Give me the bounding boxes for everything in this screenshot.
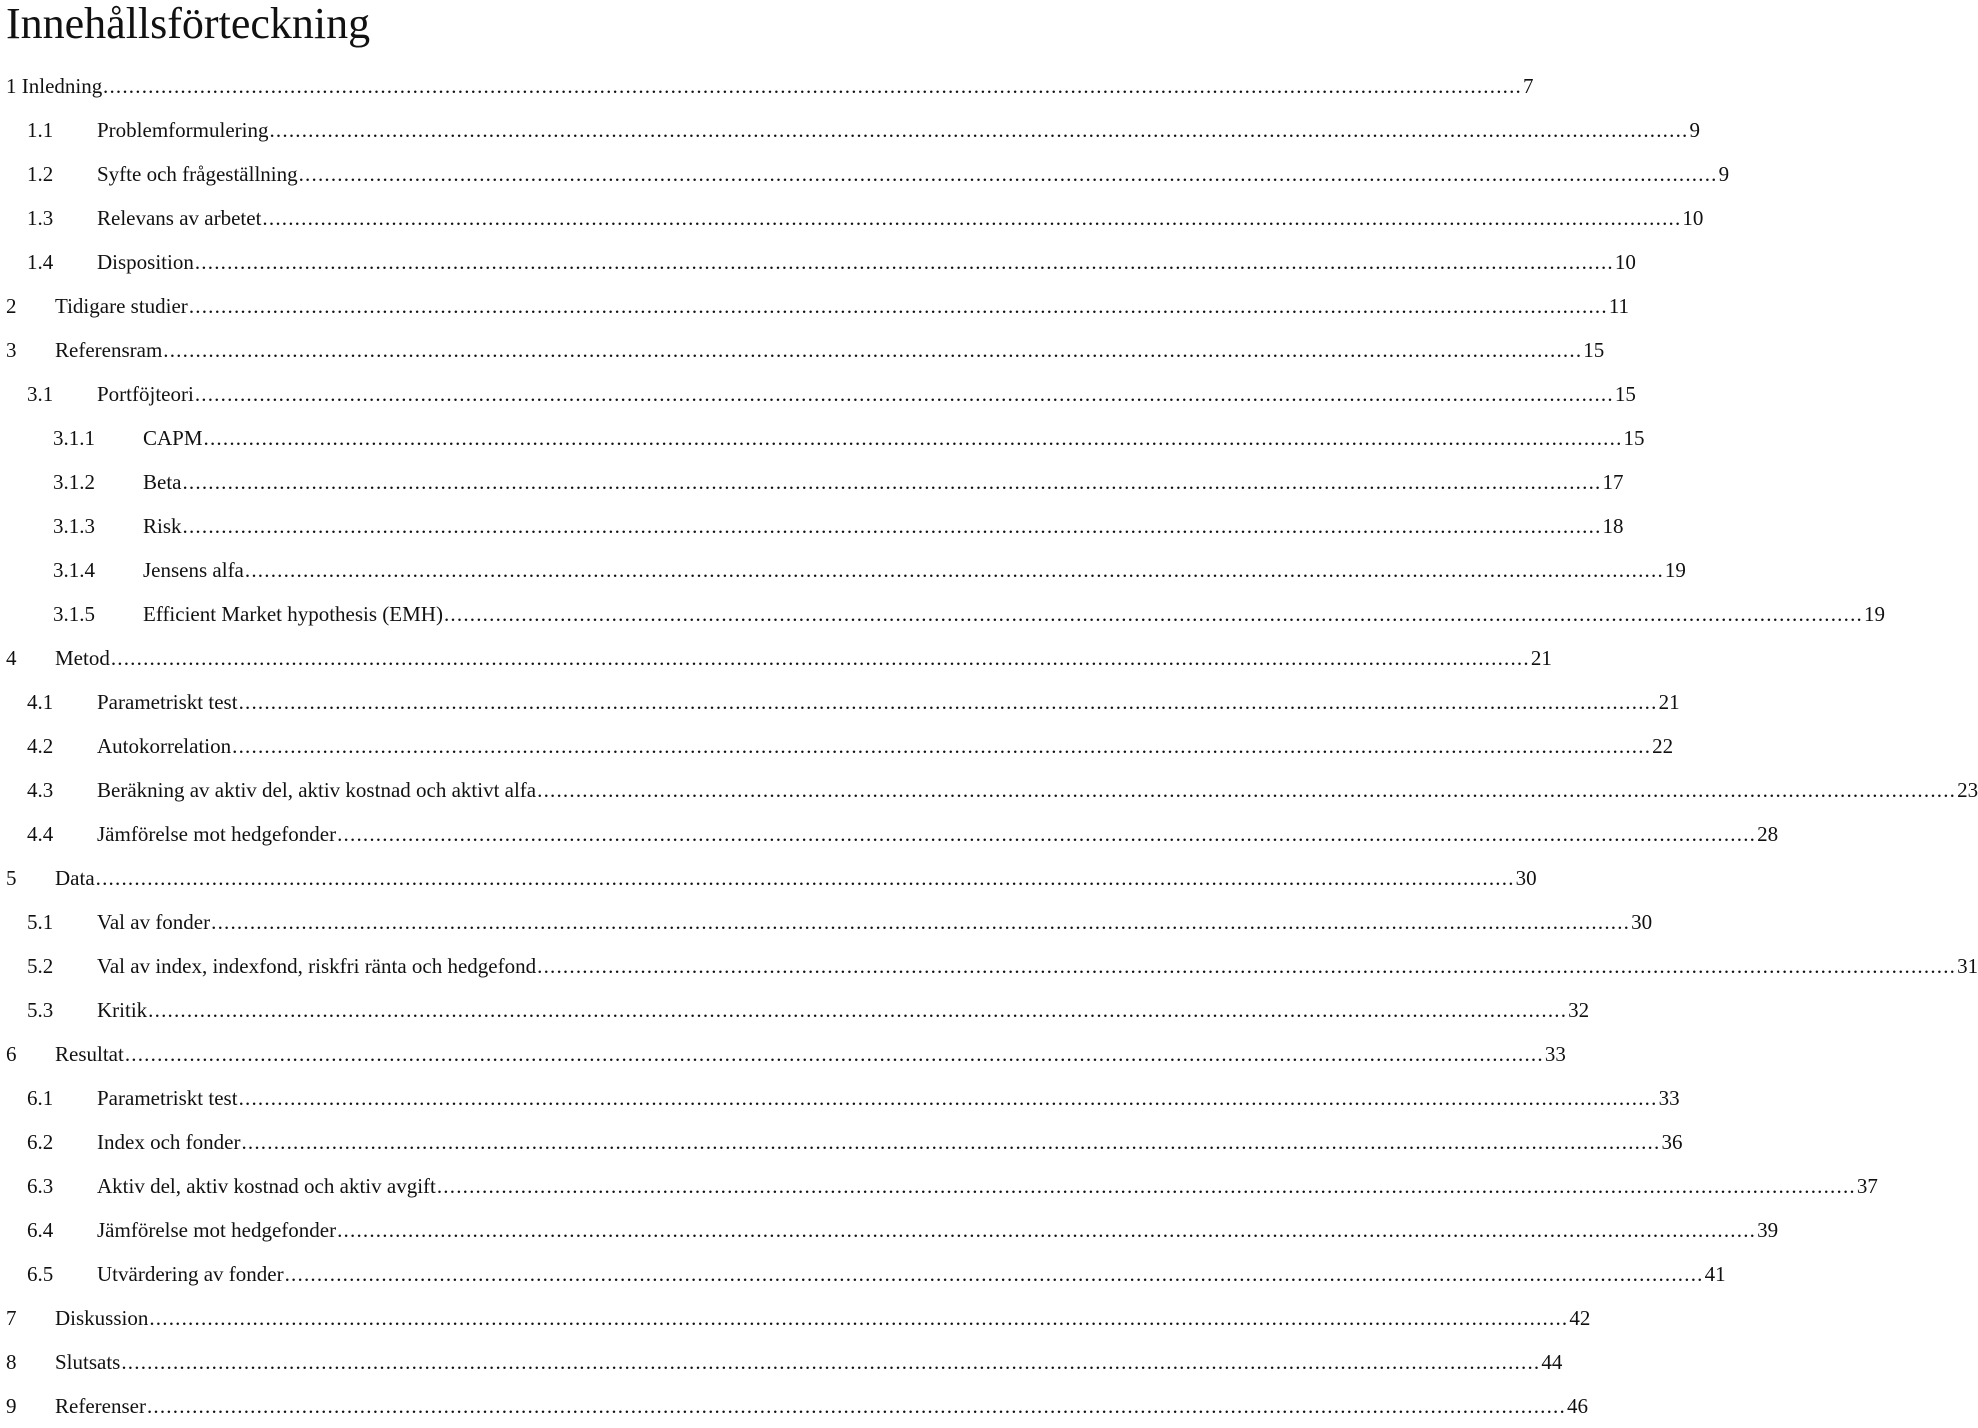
toc-entry[interactable]: [0, 636, 1552, 680]
toc-entry-number: 3.1: [27, 382, 54, 406]
toc-entry-number: 1 Inledning: [6, 74, 103, 98]
toc-entry-number: 6.1: [27, 1086, 54, 1110]
toc-leader-dots: ............................................................................................................................................................................................................................: [124, 1042, 1544, 1066]
toc-page-number: 10: [1614, 250, 1636, 274]
toc-page-number: 10: [1682, 206, 1704, 230]
toc-leader-dots: ............................................................................................................................................................................................................................: [232, 734, 1652, 758]
toc-entry[interactable]: [0, 856, 1537, 900]
toc-entry[interactable]: [0, 1252, 1726, 1296]
toc-page-number: 22: [1652, 734, 1674, 758]
toc-leader-dots: ............................................................................................................................................................................................................................: [146, 1394, 1566, 1418]
toc-entry-line: [55, 1306, 1591, 1330]
toc-leader-dots: ............................................................................................................................................................................................................................: [436, 1174, 1856, 1198]
toc-entry-number: 6.4: [27, 1218, 54, 1242]
toc-entry-line: [97, 1262, 1726, 1286]
toc-page-number: 9: [1689, 118, 1700, 142]
toc-page-number: 15: [1583, 338, 1605, 362]
toc-page-number: 31: [1957, 954, 1978, 978]
toc-leader-dots: ............................................................................................................................................................................................................................: [194, 250, 1614, 274]
toc-leader-dots: ............................................................................................................................................................................................................................: [121, 1350, 1541, 1374]
toc-leader-dots: ............................................................................................................................................................................................................................: [110, 646, 1530, 670]
toc-page-number: 7: [1523, 74, 1534, 98]
toc-page-number: 18: [1602, 514, 1624, 538]
table-of-contents: [0, 64, 1978, 1428]
toc-entry-title: Parametriskt test: [97, 690, 238, 714]
toc-page-number: 19: [1863, 602, 1885, 626]
toc-entry-title: Jensens alfa: [143, 558, 244, 582]
toc-leader-dots: ............................................................................................................................................................................................................................: [238, 690, 1658, 714]
toc-entry[interactable]: [0, 328, 1605, 372]
toc-entry[interactable]: [0, 944, 1978, 988]
toc-leader-dots: ............................................................................................................................................................................................................................: [149, 1306, 1569, 1330]
toc-entry-title: Val av fonder: [97, 910, 211, 934]
toc-entry-title: Parametriskt test: [97, 1086, 238, 1110]
toc-entry-number: 3.1.1: [53, 426, 95, 450]
toc-page-number: 42: [1569, 1306, 1591, 1330]
toc-page-number: 33: [1544, 1042, 1566, 1066]
toc-leader-dots: ............................................................................................................................................................................................................................: [182, 514, 1602, 538]
toc-page-number: 32: [1568, 998, 1590, 1022]
toc-entry-title: Risk: [143, 514, 182, 538]
toc-entry-line: [97, 382, 1636, 406]
toc-entry[interactable]: [0, 988, 1590, 1032]
toc-entry-title: Disposition: [97, 250, 194, 274]
toc-leader-dots: ............................................................................................................................................................................................................................: [443, 602, 1863, 626]
toc-entry[interactable]: [0, 548, 1686, 592]
toc-entry-line: [97, 954, 1978, 978]
toc-leader-dots: ............................................................................................................................................................................................................................: [269, 118, 1689, 142]
toc-entry[interactable]: [0, 64, 1534, 108]
toc-entry[interactable]: [0, 768, 1978, 812]
toc-page-number: 17: [1602, 470, 1624, 494]
toc-page-number: 30: [1515, 866, 1537, 890]
toc-leader-dots: ............................................................................................................................................................................................................................: [537, 778, 1957, 802]
toc-entry-line: [97, 250, 1636, 274]
toc-leader-dots: ............................................................................................................................................................................................................................: [537, 954, 1957, 978]
toc-leader-dots: ............................................................................................................................................................................................................................: [211, 910, 1631, 934]
toc-entry-number: 4.3: [27, 778, 54, 802]
toc-page-number: 39: [1757, 1218, 1779, 1242]
toc-entry[interactable]: [0, 240, 1636, 284]
toc-entry[interactable]: [0, 812, 1779, 856]
toc-leader-dots: ............................................................................................................................................................................................................................: [188, 294, 1608, 318]
toc-entry-line: [97, 778, 1978, 802]
toc-entry-number: 9: [6, 1394, 17, 1418]
toc-entry-line: [55, 646, 1552, 670]
toc-entry-line: [55, 338, 1605, 362]
toc-entry-number: 4.2: [27, 734, 54, 758]
toc-entry[interactable]: [0, 1076, 1680, 1120]
toc-leader-dots: ............................................................................................................................................................................................................................: [262, 206, 1682, 230]
toc-page-number: 21: [1658, 690, 1680, 714]
toc-entry-line: [97, 1130, 1683, 1154]
toc-entry-line: [55, 1042, 1566, 1066]
toc-entry-number: 1.2: [27, 162, 54, 186]
toc-entry-line: [143, 514, 1624, 538]
toc-entry[interactable]: [0, 1032, 1566, 1076]
toc-leader-dots: ............................................................................................................................................................................................................................: [163, 338, 1583, 362]
toc-entry-number: 1.4: [27, 250, 54, 274]
toc-entry[interactable]: [0, 372, 1636, 416]
toc-entry[interactable]: [0, 1208, 1779, 1252]
toc-entry-line: [97, 690, 1680, 714]
toc-page-number: 37: [1856, 1174, 1878, 1198]
toc-entry-title: Portföjteori: [97, 382, 194, 406]
toc-entry-line: [143, 426, 1645, 450]
toc-leader-dots: ............................................................................................................................................................................................................................: [103, 74, 1522, 98]
toc-entry-line: [97, 910, 1653, 934]
toc-entry-number: 6: [6, 1042, 17, 1066]
toc-entry-title: Autokorrelation: [97, 734, 232, 758]
toc-entry-title: Val av index, indexfond, riskfri ränta och hedgefond: [97, 954, 537, 978]
toc-entry-title: Index och fonder: [97, 1130, 241, 1154]
toc-entry-line: [55, 1350, 1563, 1374]
toc-leader-dots: ............................................................................................................................................................................................................................: [238, 1086, 1658, 1110]
toc-entry-title: Resultat: [55, 1042, 124, 1066]
toc-entry[interactable]: [0, 1384, 1588, 1428]
toc-page-number: 23: [1957, 778, 1978, 802]
toc-entry-title: Referensram: [55, 338, 163, 362]
toc-entry-line: [55, 866, 1537, 890]
toc-page-number: 41: [1704, 1262, 1726, 1286]
toc-entry-line: [55, 294, 1630, 318]
toc-entry-number: 3: [6, 338, 17, 362]
toc-entry[interactable]: [0, 152, 1730, 196]
toc-entry-title: Aktiv del, aktiv kostnad och aktiv avgift: [97, 1174, 436, 1198]
toc-entry-title: CAPM: [143, 426, 203, 450]
toc-entry-title: Utvärdering av fonder: [97, 1262, 284, 1286]
toc-entry[interactable]: [0, 1120, 1683, 1164]
toc-entry[interactable]: [0, 284, 1630, 328]
toc-entry-title: Beräkning av aktiv del, aktiv kostnad och aktivt alfa: [97, 778, 537, 802]
toc-entry-number: 6.2: [27, 1130, 54, 1154]
toc-entry-number: 3.1.2: [53, 470, 95, 494]
toc-entry-number: 5: [6, 866, 17, 890]
toc-page-number: 11: [1608, 294, 1630, 318]
toc-leader-dots: ............................................................................................................................................................................................................................: [203, 426, 1623, 450]
toc-entry[interactable]: [0, 504, 1624, 548]
toc-entry-number: 2: [6, 294, 17, 318]
toc-entry-line: [97, 162, 1730, 186]
toc-entry-line: [97, 998, 1590, 1022]
toc-leader-dots: ............................................................................................................................................................................................................................: [298, 162, 1718, 186]
toc-entry-number: 1.1: [27, 118, 54, 142]
toc-leader-dots: ............................................................................................................................................................................................................................: [244, 558, 1664, 582]
toc-entry-title: Diskussion: [55, 1306, 149, 1330]
toc-entry-line: [97, 734, 1674, 758]
toc-entry-title: Metod: [55, 646, 110, 670]
toc-entry-line: [97, 822, 1779, 846]
toc-entry-line: [97, 1218, 1779, 1242]
toc-entry-line: [97, 1086, 1680, 1110]
toc-entry-line: [55, 1394, 1588, 1418]
toc-entry-line: [97, 206, 1704, 230]
toc-entry-title: Efficient Market hypothesis (EMH): [143, 602, 443, 626]
toc-entry[interactable]: [0, 1164, 1878, 1208]
toc-entry-title: Slutsats: [55, 1350, 121, 1374]
toc-entry-number: 8: [6, 1350, 17, 1374]
toc-entry-number: 4.1: [27, 690, 54, 714]
toc-entry-line: [143, 602, 1885, 626]
toc-leader-dots: ............................................................................................................................................................................................................................: [337, 822, 1757, 846]
toc-entry-line: [102, 74, 1534, 98]
toc-entry-line: [97, 1174, 1878, 1198]
toc-entry-number: 6.3: [27, 1174, 54, 1198]
toc-entry-title: Jämförelse mot hedgefonder: [97, 822, 337, 846]
toc-page-number: 9: [1718, 162, 1730, 186]
toc-page-number: 15: [1614, 382, 1636, 406]
toc-entry-title: Beta: [143, 470, 182, 494]
toc-page-number: 21: [1530, 646, 1552, 670]
toc-leader-dots: ............................................................................................................................................................................................................................: [182, 470, 1602, 494]
toc-entry-number: 4: [6, 646, 17, 670]
toc-page-number: 15: [1623, 426, 1645, 450]
toc-entry[interactable]: [0, 108, 1700, 152]
toc-entry[interactable]: [0, 680, 1680, 724]
toc-page-number: 36: [1661, 1130, 1683, 1154]
toc-entry-line: [143, 558, 1686, 582]
toc-leader-dots: ............................................................................................................................................................................................................................: [148, 998, 1568, 1022]
toc-entry[interactable]: [0, 416, 1645, 460]
toc-entry-title: Jämförelse mot hedgefonder: [97, 1218, 337, 1242]
toc-entry-title: Tidigare studier: [55, 294, 188, 318]
toc-entry-title: Kritik: [97, 998, 148, 1022]
toc-page-number: 19: [1664, 558, 1686, 582]
toc-entry-title: Relevans av arbetet: [97, 206, 262, 230]
toc-entry-number: 5.3: [27, 998, 54, 1022]
toc-entry-title: Data: [55, 866, 95, 890]
toc-entry-number: 4.4: [27, 822, 54, 846]
toc-leader-dots: ............................................................................................................................................................................................................................: [95, 866, 1515, 890]
toc-leader-dots: ............................................................................................................................................................................................................................: [194, 382, 1614, 406]
toc-entry[interactable]: [0, 196, 1704, 240]
toc-leader-dots: ............................................................................................................................................................................................................................: [241, 1130, 1661, 1154]
toc-page-number: 33: [1658, 1086, 1680, 1110]
toc-entry[interactable]: [0, 724, 1674, 768]
toc-entry[interactable]: [0, 1296, 1591, 1340]
toc-entry[interactable]: [0, 1340, 1563, 1384]
toc-entry-number: 3.1.3: [53, 514, 95, 538]
toc-entry-line: [97, 118, 1700, 142]
toc-entry-title: Syfte och frågeställning: [97, 162, 298, 186]
toc-entry-line: [143, 470, 1624, 494]
toc-leader-dots: ............................................................................................................................................................................................................................: [284, 1262, 1704, 1286]
page-title: Innehållsförteckning: [6, 0, 371, 48]
toc-page-number: 46: [1566, 1394, 1588, 1418]
toc-page-number: 28: [1757, 822, 1779, 846]
toc-leader-dots: ............................................................................................................................................................................................................................: [337, 1218, 1757, 1242]
toc-entry-number: 5.2: [27, 954, 54, 978]
toc-entry[interactable]: [0, 592, 1885, 636]
toc-page-number: 44: [1541, 1350, 1563, 1374]
toc-entry-number: 3.1.4: [53, 558, 95, 582]
toc-entry-number: 7: [6, 1306, 17, 1330]
toc-entry-title: Problemformulering: [97, 118, 269, 142]
toc-entry-number: 1.3: [27, 206, 54, 230]
toc-entry-number: 3.1.5: [53, 602, 95, 626]
toc-entry[interactable]: [0, 460, 1624, 504]
toc-entry-title: Referenser: [55, 1394, 146, 1418]
toc-entry-number: 5.1: [27, 910, 54, 934]
toc-page-number: 30: [1631, 910, 1653, 934]
toc-entry-number: 6.5: [27, 1262, 54, 1286]
toc-entry[interactable]: [0, 900, 1653, 944]
